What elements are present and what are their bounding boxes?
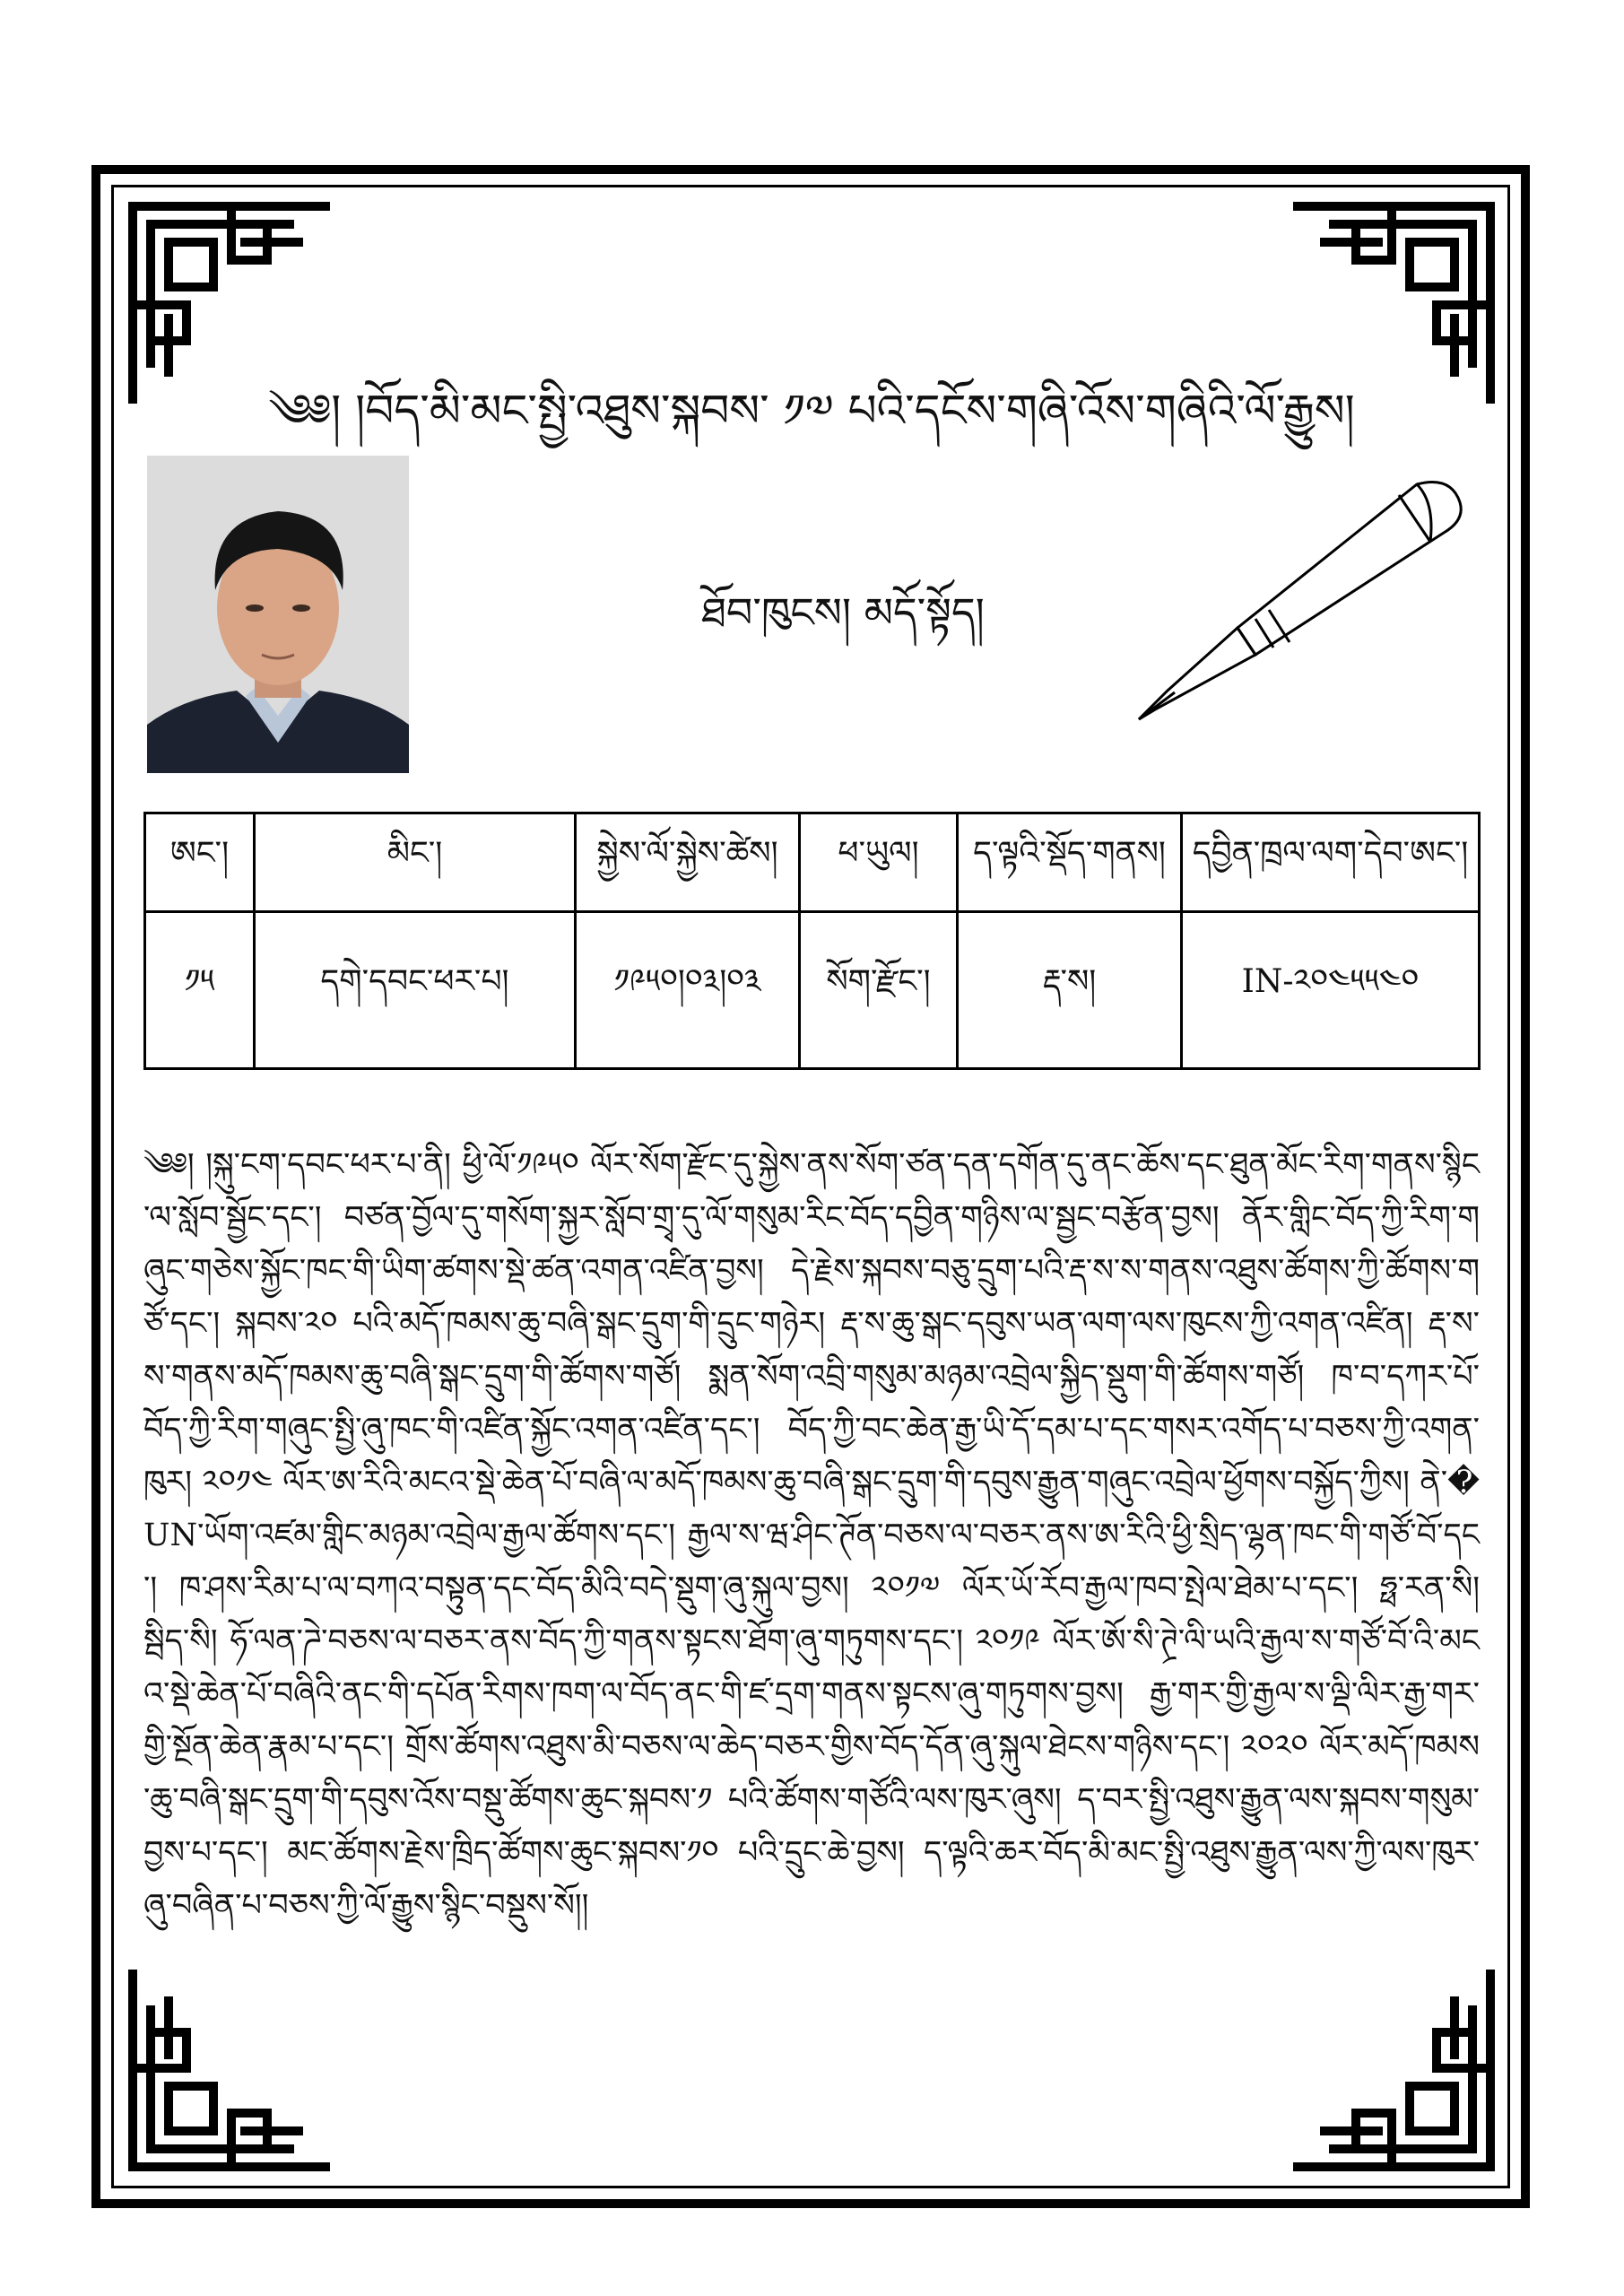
- page-title: ༄༅། །བོད་མི་མང་སྤྱི་འཐུས་སྐབས་ ༡༧ པའི་དངོས་གཞི་འོས་གཞིའི་ལོ་རྒྱུས།: [268, 385, 1355, 437]
- header-green-book-number: དབྱིན་ཁྲལ་ལག་དེབ་ཨང་།: [1182, 813, 1480, 912]
- cell-number: ༡༥: [145, 911, 255, 1068]
- pen-icon: [1121, 466, 1480, 735]
- cell-current-residence: རྡ་ས།: [958, 911, 1182, 1068]
- corner-ornament-bottom-left: [124, 1961, 339, 2176]
- cell-name: དགེ་དབང་ཕར་པ།: [255, 911, 576, 1068]
- candidate-info-table: [143, 812, 1481, 1070]
- cell-hometown: སོག་རྫོང་།: [800, 911, 958, 1068]
- header-name: མིང་།: [255, 813, 576, 912]
- table-row: [145, 911, 1480, 1068]
- table-header-row: [145, 813, 1480, 912]
- cell-green-book-number: IN-༢༠༤༥༥༤༠: [1182, 911, 1480, 1068]
- header-current-residence: ད་ལྟའི་སྡོད་གནས།: [958, 813, 1182, 912]
- header-hometown: ཕ་ཡུལ།: [800, 813, 958, 912]
- corner-ornament-bottom-right: [1284, 1961, 1499, 2176]
- candidate-origin: ཐོབ་ཁུངས། མདོ་སྟོད།: [701, 588, 985, 637]
- biography-text: ༄༅། །སྐུ་ངག་དབང་ཕར་པ་ནི། ཕྱི་ལོ་༡༩༥༠ ལོར་སོག་རྫོང་དུ་སྐྱེས་ནས་སོག་ཙན་དན་དགོན་དུ་ནང་ཆོས་དང་ཐུན་མོང་རིག་གནས་སྙིང་ལ་སློབ་སྦྱོང་དང་། བཙན་བྱོལ་དུ་གསོག་སྐྱར་སློབ་གྲྭ་དུ་ལོ་གསུམ་རིང་བོད་དབྱིན་གཉིས་ལ་སྦྱང་བརྩོན་བྱས། ནོར་གླིང་བོད་ཀྱི་རིག་གཞུང་གཅེས་སྐྱོང་ཁང་གི་ཡིག་ཚགས་སྡེ་ཚན་འགན་འཛིན་བྱས། དེ་རྗེས་སྐབས་བཅུ་དྲུག་པའི་རྡ་ས་ས་གནས་འཐུས་ཚོགས་ཀྱི་ཚོགས་གཙོ་དང་། སྐབས་༢༠ པའི་མདོ་ཁམས་ཆུ་བཞི་སྒང་དྲུག་གི་དྲུང་གཉེར། རྡ་ས་ཆུ་སྒང་དབུས་ཡན་ལག་ལས་ཁུངས་ཀྱི་འགན་འཛིན། རྡ་ས་ས་གནས་མདོ་ཁམས་ཆུ་བཞི་སྒང་དྲུག་གི་ཚོགས་གཙོ། སྨན་སོག་འབྲི་གསུམ་མཉམ་འབྲེལ་སྐྱིད་སྡུག་གི་ཚོགས་གཙོ། ཁ་བ་དཀར་པོ་བོད་ཀྱི་རིག་གཞུང་སྤྱི་ཞུ་ཁང་གི་འཛིན་སྐྱོང་འགན་འཛིན་དང་། བོད་ཀྱི་བང་ཆེན་རྒྱ་ཡི་དོ་དམ་པ་དང་གསར་འགོད་པ་བཅས་ཀྱི་འགན་ཁུར། ༢༠༡༤ ལོར་ཨ་རིའི་མངའ་སྡེ་ཆེན་པོ་བཞི་ལ་མདོ་ཁམས་ཆུ་བཞི་སྒང་དྲུག་གི་དབུས་རྒྱུན་གཞུང་འབྲེལ་ཕྱོགས་བསྐྱོད་ཀྱིས། ནེ་�UN་ཡོག་འཛམ་གླིང་མཉམ་འབྲེལ་རྒྱལ་ཚོགས་དང་། རྒྱལ་ས་ཝ་ཤིང་ཊོན་བཅས་ལ་བཅར་ནས་ཨ་རིའི་ཕྱི་སྲིད་ལྷན་ཁང་གི་གཙོ་བོ་དང་། ཁ་ཤས་རིམ་པ་ལ་བཀའ་བསྟུན་དང་བོད་མིའི་བདེ་སྡུག་ཞུ་སྐུལ་བྱས། ༢༠༡༧ ལོར་ཡོ་རོབ་རྒྱལ་ཁབ་སྤེལ་ཐེམ་པ་དང་། ཧྥ་རན་སི། སྦིད་སི། ཧོ་ལན་ཌེ་བཅས་ལ་བཅར་ནས་བོད་ཀྱི་གནས་སྟངས་ཐོག་ཞུ་གཏུགས་དང་། ༢༠༡༩ ལོར་ཨོ་སི་ཊྲེ་ལི་ཡའི་རྒྱལ་ས་གཙོ་བོ་འི་མངའ་སྡེ་ཆེན་པོ་བཞིའི་ནང་གི་དཔོན་རིགས་ཁག་ལ་བོད་ནང་གི་ཛ་དྲག་གནས་སྟངས་ཞུ་གཏུགས་བྱས། རྒྱ་གར་གྱི་རྒྱལ་ས་ལྡི་ལིར་རྒྱ་གར་གྱི་སྔོན་ཆེན་རྣམ་པ་དང་། གྲོས་ཚོགས་འཐུས་མི་བཅས་ལ་ཆེད་བཅར་གྱིས་བོད་དོན་ཞུ་སྐུལ་ཐེངས་གཉིས་དང་། ༢༠༢༠ ལོར་མདོ་ཁམས་ཆུ་བཞི་སྒང་དྲུག་གི་དབུས་འོས་བསྡུ་ཚོགས་ཆུང་སྐབས་༡ པའི་ཚོགས་གཙོའི་ལས་ཁུར་ཞུས། ད་བར་སྤྱི་འཐུས་རྒྱུན་ལས་སྐབས་གསུམ་བྱས་པ་དང་། མང་ཚོགས་རྗེས་ཁྲིད་ཚོགས་ཆུང་སྐབས་༡༠ པའི་དྲུང་ཆེ་བྱས། ད་ལྟའི་ཆར་བོད་མི་མང་སྤྱི་འཐུས་རྒྱུན་ལས་ཀྱི་ལས་ཁུར་ཞུ་བཞིན་པ་བཅས་ཀྱི་ལོ་རྒྱུས་སྙིང་བསྡུས་སོ།།: [143, 1147, 1480, 1924]
- header-number: ཨང་།: [145, 813, 255, 912]
- header-birth-date: སྐྱེས་ལོ་སྐྱེས་ཚེས།: [576, 813, 800, 912]
- candidate-photo: [147, 456, 409, 773]
- cell-birth-date: ༡༩༥༠།༠༣།༠༣: [576, 911, 800, 1068]
